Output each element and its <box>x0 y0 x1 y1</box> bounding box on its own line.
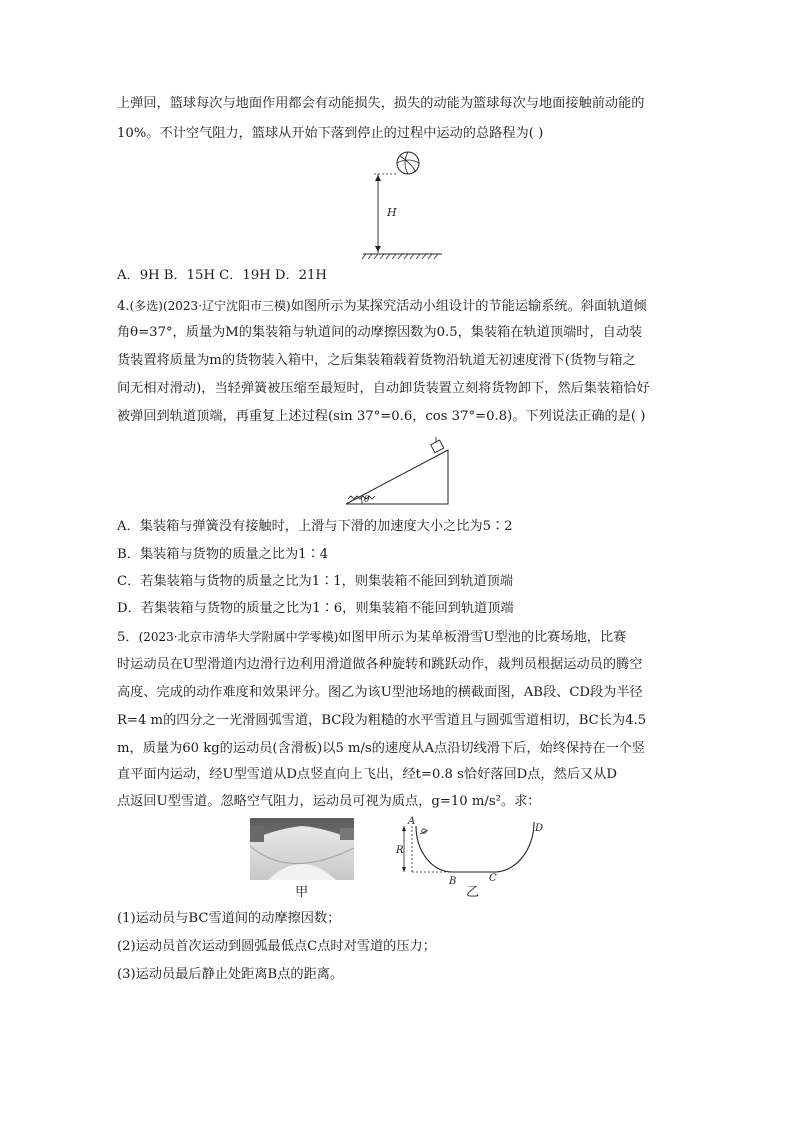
q5-line-4: R=4 m的四分之一光滑圆弧雪道，BC段为粗糙的水平雪道且与圆弧雪道相切，BC长为4.5 <box>117 713 647 728</box>
q5-sub-2: (2)运动员首次运动到圆弧最低点C点时对雪道的压力； <box>117 939 436 954</box>
q4-option-b: B．集装箱与货物的质量之比为1∶4 <box>117 547 329 562</box>
q5-sub-1: (1)运动员与BC雪道间的动摩擦因数； <box>117 911 341 926</box>
q4-line-1 <box>117 297 647 316</box>
label-r: R <box>396 845 404 856</box>
label-a: A <box>408 816 416 827</box>
container-icon <box>431 440 444 453</box>
incline-figure <box>340 428 460 508</box>
q4-tag: (多选) <box>129 299 163 313</box>
q3-line-1: 上弹回，篮球每次与地面作用都会有动能损失，损失的动能为篮球每次与地面接触前动能的 <box>117 96 645 111</box>
q4-number: 4. <box>117 299 130 314</box>
q4-line-4: 间无相对滑动)，当轻弹簧被压缩至最短时，自动卸货装置立刻将货物卸下，然后集装箱恰好 <box>117 381 650 396</box>
q5-line-3: 高度、完成的动作难度和效果评分。图乙为该U型池场地的横截面图，AB段、CD段为半径 <box>117 685 643 700</box>
q4-option-a: A．集装箱与弹簧没有接触时，上滑与下滑的加速度大小之比为5∶2 <box>117 519 513 534</box>
q5-line-7: 点返回U型雪道。忽略空气阻力，运动员可视为质点，g=10 m/s²。求： <box>117 794 541 809</box>
diagram-caption: 乙 <box>466 885 480 900</box>
q3-line-2: 10%。不计空气阻力，篮球从开始下落到停止的过程中运动的总路程为( ) <box>117 126 544 141</box>
basketball-figure <box>360 148 450 260</box>
q5-line1-rest: 如图甲所示为某单板滑雪U型池的比赛场地，比赛 <box>338 630 627 645</box>
halfpipe-photo <box>250 818 354 880</box>
label-b: B <box>449 876 457 887</box>
q4-option-d: D．若集装箱与货物的质量之比为1∶6，则集装箱不能回到轨道顶端 <box>117 601 514 616</box>
q5-line-5: m，质量为60 kg的运动员(含滑板)以5 m/s的速度从A点沿切线滑下后，始终保持在一个竖 <box>117 741 646 756</box>
label-d: D <box>535 823 544 834</box>
q4-line-5: 被弹回到轨道顶端，再重复上述过程(sin 37°=0.6，cos 37°=0.8)。下列说法正确的是( ) <box>117 409 646 424</box>
q4-line1-rest: 如图所示为某探究活动小组设计的节能运输系统。斜面轨道倾 <box>290 299 647 314</box>
basketball-icon <box>397 152 419 174</box>
q5-sub-3: (3)运动员最后静止处距离B点的距离。 <box>117 967 344 982</box>
q3-options: A．9H B．15H C．19H D．21H <box>117 268 327 283</box>
q5-number: 5． <box>117 630 139 645</box>
q4-line-2: 角θ=37°，质量为M的集装箱与轨道间的动摩擦因数为0.5，集装箱在轨道顶端时，自动装 <box>117 325 643 340</box>
q5-line-2: 时运动员在U型滑道内边滑行边利用滑道做各种旋转和跳跃动作，裁判员根据运动员的腾空 <box>117 657 643 672</box>
q5-source: (2023·北京市清华大学附属中学零模) <box>138 630 339 644</box>
q5-line-6: 直平面内运动，经U型雪道从D点竖直向上飞出，经t=0.8 s恰好落回D点，然后又从D <box>117 767 617 782</box>
q5-line-1 <box>117 628 626 647</box>
label-c: C <box>489 873 497 884</box>
q4-option-c: C．若集装箱与货物的质量之比为1∶1，则集装箱不能回到轨道顶端 <box>117 574 514 589</box>
photo-caption: 甲 <box>295 885 309 900</box>
theta-label: θ <box>364 495 370 505</box>
q4-source: (2023·辽宁沈阳市三模) <box>162 299 291 313</box>
height-label: H <box>387 206 397 219</box>
q4-line-3: 货装置将质量为m的货物装入箱中，之后集装箱载着货物沿轨道无初速度滑下(货物与箱之 <box>117 353 636 368</box>
